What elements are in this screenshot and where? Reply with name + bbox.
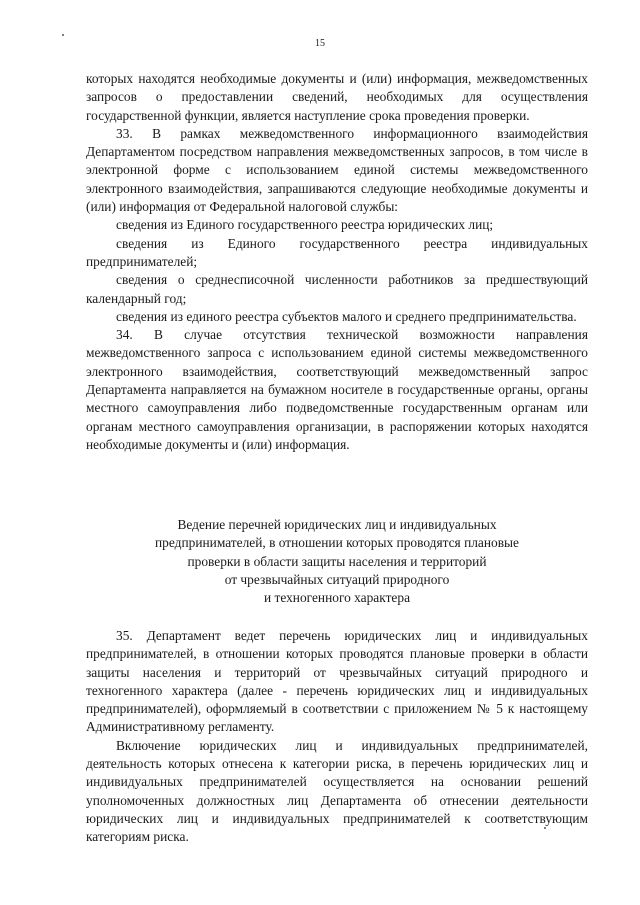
list-item-egrul: сведения из Единого государственного реестра юридических лиц;	[116, 217, 494, 233]
list-item-sme-registry: сведения из единого реестра субъектов малого и среднего предпринимательства.	[116, 308, 577, 324]
paragraph-inclusion: Включение юридических лиц и индивидуальных предпринимателей, деятельность которых отнесена к категории риска, в перечень юридических лиц и индивидуальных предпринимателей осуществляется на основании решений уполномоченных должностных лиц Департамента об отнесении деятельности юридических лиц и индивидуальных предпринимателей к соответствующим категориям риска.	[86, 737, 588, 845]
heading-line: Ведение перечней юридических лиц и индивидуальных	[177, 517, 497, 532]
heading-line: от чрезвычайных ситуаций природного	[224, 571, 450, 587]
heading-line: проверки в области защиты населения и территорий	[187, 553, 487, 569]
paragraph-34: 34. В случае отсутствия технической возможности направления межведомственного запроса с использованием единой системы межведомственного электронного взаимодействия, соответствующий межведомственный запрос Департамента направляется на бумажном носителе в государственные органы, органы местного самоуправления либо подведомственные государственным органам или органам местного самоуправления организации, в распоряжении которых находятся необходимые документы и (или) информация.	[86, 327, 588, 452]
heading-line: предпринимателей, в отношении которых проводятся плановые	[155, 535, 519, 551]
scan-speck	[544, 827, 546, 829]
section-heading	[86, 516, 588, 607]
scan-speck	[62, 34, 64, 36]
body-text-top	[86, 70, 588, 454]
paragraph-continuation: которых находятся необходимые документы и (или) информация, межведомственных запросов о предоставлении сведений, необходимых для осуществления государственной функции, является наступление срока проведения проверки.	[86, 71, 588, 123]
list-item-headcount: сведения о среднесписочной численности работников за предшествующий календарный год;	[86, 272, 588, 306]
heading-line: и техногенного характера	[263, 590, 411, 606]
paragraph-35: 35. Департамент ведет перечень юридических лиц и индивидуальных предпринимателей, в отношении которых проводятся плановые проверки в области защиты населения и территорий от чрезвычайных ситуаций природного и техногенного характера (далее - перечень юридических лиц и индивидуальных предпринимателей), оформляемый в соответствии с приложением № 5 к настоящему Административному регламенту.	[86, 628, 588, 735]
list-item-egrip: сведения из Единого государственного реестра индивидуальных предпринимателей;	[86, 235, 588, 269]
body-text-bottom	[86, 627, 588, 847]
paragraph-33: 33. В рамках межведомственного информационного взаимодействия Департаментом посредством направления межведомственных запросов, в том числе в электронной форме с использованием единой системы межведомственного электронного взаимодействия, запрашиваются следующие необходимые документы и (или) информация от Федеральной налоговой службы:	[86, 125, 588, 215]
page-number: 15	[315, 38, 325, 49]
